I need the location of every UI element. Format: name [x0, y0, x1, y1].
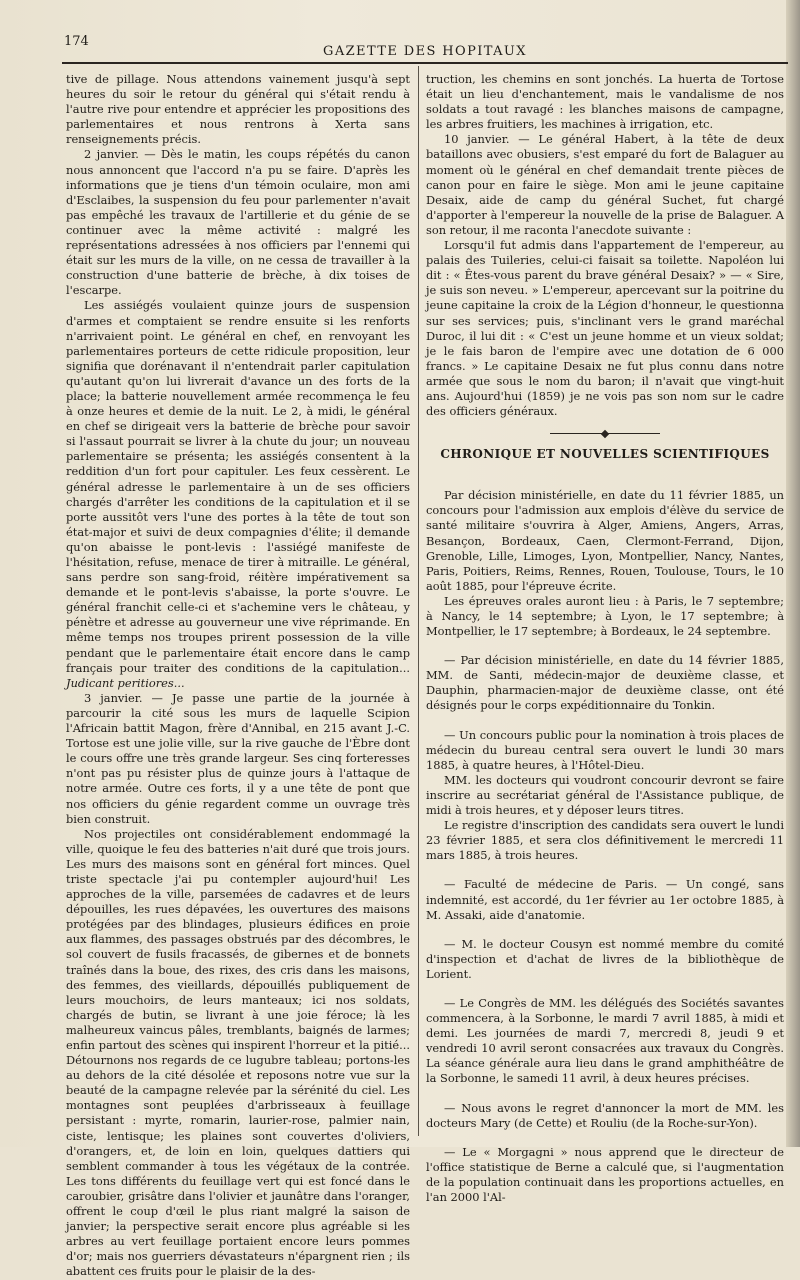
page-number: 174	[64, 34, 89, 49]
news-item: — Le « Morgagni » nous apprend que le directeur de l'office statistique de Berne a calculé que, si l'augmentation de la population continuait dans les proportions actuelles, en l'an 2000 l'Al-	[426, 1144, 784, 1204]
right-column	[426, 72, 784, 1205]
section-ornament	[550, 431, 660, 437]
news-item: — M. le docteur Cousyn est nommé membre du comité d'inspection et d'achat de livres de la bibliothèque de Lorient.	[426, 936, 784, 981]
paragraph: truction, les chemins en sont jonchés. La huerta de Tortose était un lieu d'enchantement, mais le vandalisme de nos soldats a tout ravagé : les blanches maisons de campagne, les arbres fruitiers, les machines à irrigation, etc.	[426, 72, 784, 132]
news-item: — Un concours public pour la nomination à trois places de médecin du bureau central sera ouvert le lundi 30 mars 1885, à quatre heures, à l'Hôtel-Dieu.	[426, 727, 784, 772]
column-divider	[418, 66, 419, 1136]
paragraph	[66, 298, 410, 690]
paragraph: 10 janvier. — Le général Habert, à la tête de deux bataillons avec obusiers, s'est emparé du fort de Balaguer au moment où le général en chef demandait trente pièces de canon pour en faire le siège. Mon ami le jeune capitaine Desaix, aide de camp du général Suchet, fut chargé d'apporter à l'empereur la nouvelle de la prise de Balaguer. A son retour, il me raconta l'anecdote suivante :	[426, 132, 784, 237]
news-item: — Nous avons le regret d'annoncer la mort de MM. les docteurs Mary (de Cette) et Rouliu (de la Roche-sur-Yon).	[426, 1100, 784, 1130]
page-header	[62, 34, 788, 58]
news-item: — Faculté de médecine de Paris. — Un congé, sans indemnité, est accordé, du 1er février au 1er octobre 1885, à M. Assaki, aide d'anatomie.	[426, 877, 784, 922]
section-title: CHRONIQUE ET NOUVELLES SCIENTIFIQUES	[440, 447, 770, 462]
news-item: — Par décision ministérielle, en date du 14 février 1885, MM. de Santi, médecin-major de deuxième classe, et Dauphin, pharmacien-major de deuxième classe, ont été désignés pour le corps expéditionnaire du Tonkin.	[426, 653, 784, 713]
paragraph: tive de pillage. Nous attendons vainement jusqu'à sept heures du soir le retour du général qui s'était rendu à l'autre rive pour entendre et apprécier les propositions des parlementaires et nous rentrons à Xerta sans renseignements précis.	[66, 72, 410, 147]
news-item: Les épreuves orales auront lieu : à Paris, le 7 septembre; à Nancy, le 14 septembre; à Lyon, le 17 septembre; à Montpellier, le 17 septembre; à Bordeaux, le 24 septembre.	[426, 593, 784, 639]
paragraph-text: Les assiégés voulaient quinze jours de suspension d'armes et comptaient se rendre ensuite si les renforts n'arrivaient point. Le général en chef, en renvoyant les parlementaires porteurs de cette ridicule proposition, leur signifia que dorénavant il n'entendrait parler capitulation qu'autant qu'on lui livrerait d'avance un des forts de la place; la batterie nouvellement armée recommença le feu à onze heures et demie de la nuit. Le 2, à midi, le général en chef se dirigeait vers la batterie de brèche pour savoir si l'assaut pourrait se livrer à la chute du jour; un nouveau parlementaire se présenta; les assiégés consentent à la reddition d'un fort pour capituler. Les feux cessèrent. Le général adresse le parlementaire à un de ses officiers chargés d'arrêter les conditions de la capitulation et il se porte aussitôt vers l'une des portes à la tête de tout son état-major et suivi de deux compagnies d'élite; il demande qu'on abaisse le pont-levis : l'assiégé manifeste de l'hésitation, refuse, menace de tirer à mitraille. Le général, sans perdre son sang-froid, réitère impérativement sa demande et le pont-levis s'abaisse, la porte s'ouvre. Le général franchit celle-ci et s'achemine vers le château, y pénètre et adresse au gouverneur une vive réprimande. En même temps nos troupes prirent possession de la ville pendant que le parlementaire était encore dans le camp français pour traiter des conditions de la capitulation...	[66, 298, 410, 675]
left-column	[66, 72, 410, 1280]
paragraph: 3 janvier. — Je passe une partie de la journée à parcourir la cité sous les murs de laquelle Scipion l'Africain battit Magon, frère d'Annibal, en 215 avant J.-C. Tortose est une jolie ville, sur la rive gauche de l'Èbre dont le cours offre une très grande largeur. Ses cinq forteresses n'ont pas pu résister plus de quinze jours à l'attaque de notre armée. Outre ces forts, il y a une tête de pont que nos officiers du génie regardent comme un ouvrage très bien construit.	[66, 690, 410, 826]
news-item: — Le Congrès de MM. les délégués des Sociétés savantes commencera, à la Sorbonne, le mardi 7 avril 1885, à midi et demi. Les journées de mardi 7, mercredi 8, jeudi 9 et vendredi 10 avril seront consacrées aux travaux du Congrès. La séance générale aura lieu dans le grand amphithéâtre de la Sorbonne, le samedi 11 avril, à deux heures précises.	[426, 995, 784, 1086]
paragraph: Lorsqu'il fut admis dans l'appartement de l'empereur, au palais des Tuileries, celui-ci faisait sa toilette. Napoléon lui dit : « Êtes-vous parent du brave général Desaix? » — « Sire, je suis son neveu. » L'empereur, apercevant sur la poitrine du jeune capitaine la croix de la Légion d'honneur, le questionna sur ses services; puis, s'inclinant vers le grand maréchal Duroc, il lui dit : « C'est un jeune homme et un vieux soldat; je le fais baron de l'empire avec une dotation de 6 000 francs. » Le capitaine Desaix ne fut plus connu dans notre armée que sous le nom du baron; il n'avait que vingt-huit ans. Aujourd'hui (1859) je ne vois pas son nom sur le cadre des officiers généraux.	[426, 238, 784, 419]
news-item: MM. les docteurs qui voudront concourir devront se faire inscrire au secrétariat général de l'Assistance publique, de midi à trois heures, et y déposer leurs titres.	[426, 772, 784, 818]
news-item: Le registre d'inscription des candidats sera ouvert le lundi 23 février 1885, et sera clos définitivement le mercredi 11 mars 1885, à trois heures.	[426, 818, 784, 863]
paragraph: 2 janvier. — Dès le matin, les coups répétés du canon nous annoncent que l'accord n'a pu se faire. D'après les informations que je tiens d'un témoin oculaire, mon ami d'Esclaibes, la suspension du feu pour parlementer n'avait pas empêché les travaux de l'artillerie et du génie de se continuer avec la même activité : malgré les représentations adressées à nos officiers par l'ennemi qui était sur les murs de la ville, on ne cessa de travailler à la construction d'une batterie de brèche, à dix toises de l'escarpe.	[66, 147, 410, 298]
news-item: Par décision ministérielle, en date du 11 février 1885, un concours pour l'admission aux emplois d'élève du service de santé militaire s'ouvrira à Alger, Amiens, Angers, Arras, Besançon, Bordeaux, Caen, Clermont-Ferrand, Dijon, Grenoble, Lille, Limoges, Lyon, Montpellier, Nancy, Nantes, Paris, Poitiers, Reims, Rennes, Rouen, Toulouse, Tours, le 10 août 1885, pour l'épreuve écrite.	[426, 488, 784, 593]
header-rule	[62, 62, 788, 64]
paragraph: Nos projectiles ont considérablement endommagé la ville, quoique le feu des batteries n'ait duré que trois jours. Les murs des maisons sont en général fort minces. Quel triste spectacle j'ai pu contempler aujourd'hui! Les approches de la ville, parsemées de cadavres et de leurs dépouilles, les rues dépavées, les ouvertures des maisons protégées par des blindages, plusieurs édifices en proie aux flammes, des passages obstrués par des décombres, le sol couvert de fusils fracassés, de gibernes et de bonnets traînés dans la boue, des rixes, des cris dans les maisons, des femmes, des vieillards, dépouillés publiquement de leurs mouchoirs, de leurs manteaux; ici nos soldats, chargés de butin, se livrant à une joie féroce; là les malheureux vaincus pâles, tremblants, baignés de larmes; enfin partout des scènes qui inspirent l'horreur et la pitié... Détournons nos regards de ce lugubre tableau; portons-les au dehors de la cité désolée et reposons notre vue sur la beauté de la campagne relevée par la sérénité du ciel. Les montagnes sont peuplées d'arbrisseaux à feuillage persistant : myrte, romarin, laurier-rose, palmier nain, ciste, lentisque; les plaines sont couvertes d'oliviers, d'orangers, et, de loin en loin, quelques dattiers qui semblent commander à tous les végétaux de la contrée. Les tons différents du feuillage vert qui est foncé dans le caroubier, grisâtre dans l'olivier et jaunâtre dans l'oranger, offrent le coup d'œil le plus riant malgré la saison de janvier; la perspective serait encore plus agréable si les arbres au vert feuillage portaient encore leurs pommes d'or; mais nos guerriers dévastateurs n'épargnent rien ; ils abattent ces fruits pour le plaisir de la des-	[66, 826, 410, 1279]
page-edge	[786, 0, 800, 1147]
journal-title: GAZETTE DES HOPITAUX	[323, 44, 527, 59]
italic-quote: Judicant peritiores...	[66, 675, 185, 690]
